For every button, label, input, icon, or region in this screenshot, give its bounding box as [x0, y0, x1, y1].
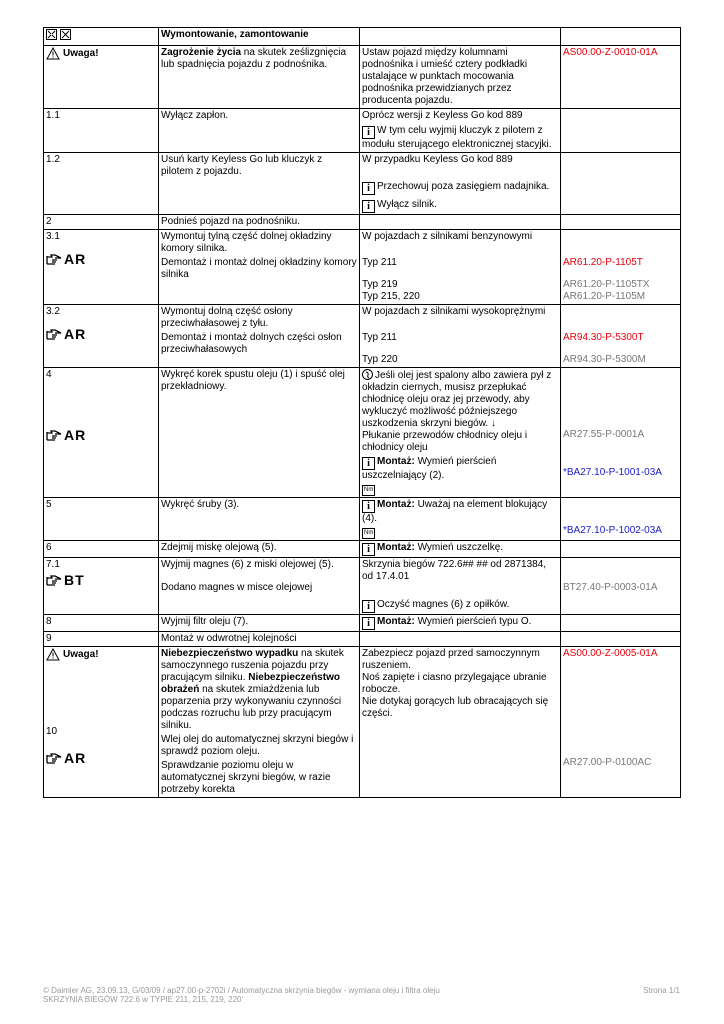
doc-link[interactable]: AR94.30-P-5300M [563, 354, 646, 365]
step-text: Wyjmij magnes (6) z miski olejowej (5). [161, 559, 334, 570]
footer-copyright: © Daimler AG, 23.09.13, G/03/09 / ap27.00-p-2702i / Automatyczna skrzynia biegów - wymiana oleju i filtra oleju [43, 986, 440, 995]
step-text: Zdejmij miskę olejową (5). [159, 541, 360, 558]
step-subtext: Demontaż i montaż dolnej okładziny komory silnika [161, 257, 357, 280]
step-number: 1.2 [44, 153, 159, 215]
warning-label: Uwaga! [46, 47, 99, 60]
type-label: Typ 220 [362, 354, 398, 365]
step-number: 8 [44, 615, 159, 632]
step-note: Płukanie przewodów chłodnicy oleju i chłodnicy oleju [362, 430, 528, 453]
step-note: Oczyść magnes (6) z opiłków. [377, 599, 510, 610]
step-note: Wyłącz silnik. [377, 199, 437, 210]
table-row [44, 541, 681, 558]
doc-link[interactable]: AR27.00-P-0100AC [563, 757, 652, 768]
pointing-hand-icon [46, 753, 62, 764]
info-icon: i [362, 500, 375, 513]
warning-label: Uwaga! [46, 648, 99, 661]
step-note: Jeśli olej jest spalony albo zawiera pył z okładzin ciernych, musisz przepłukać chłodnicę oleju oraz jej przewody, aby wykluczyć możliwość późniejszego uszkodzenia skrzyni biegów. ↓ [362, 370, 552, 429]
step-note: W przypadku Keyless Go kod 889 [362, 154, 513, 165]
table-row [44, 305, 681, 368]
ar-reference-marker: AR [46, 326, 86, 342]
collapse-icon[interactable] [60, 29, 71, 40]
table-row [44, 632, 681, 647]
step-text: Wykręć śruby (3). [159, 498, 360, 541]
doc-link[interactable]: BT27.40-P-0003-01A [563, 582, 658, 593]
info-icon: i [362, 182, 375, 195]
montaz-label: Montaż: [377, 542, 415, 553]
step-text: Wyłącz zapłon. [159, 109, 360, 153]
step-text: Wymontuj tylną część dolnej okładziny komory silnika. [161, 231, 332, 254]
doc-link[interactable]: AS00.00-Z-0005-01A [563, 648, 658, 659]
hazard-text-bold: Niebezpieczeństwo wypadku [161, 648, 299, 659]
info-icon: i [362, 457, 375, 470]
table-row [44, 368, 681, 498]
table-row [44, 230, 681, 305]
doc-link[interactable]: AS00.00-Z-0010-01A [561, 46, 681, 109]
footer-subtitle: SKRZYNIA BIEGÓW 722.6 w TYPIE 211, 215, 219, 220' [43, 995, 243, 1004]
table-row [44, 109, 681, 153]
table-header-row [44, 28, 681, 46]
doc-link[interactable]: AR27.55-P-0001A [563, 429, 645, 440]
info-icon: i [362, 200, 375, 213]
step-text: Podnieś pojazd na podnośniku. [159, 215, 360, 230]
page-number: Strona 1/1 [643, 986, 680, 995]
hazard-text: na skutek ześlizgnięcia lub spadnięcia pojazdu z podnośnika. [161, 47, 347, 70]
step-number: 3.1 [46, 231, 60, 242]
step-subtext: Sprawdzanie poziomu oleju w automatycznej skrzyni biegów, w razie potrzeby korekta [161, 760, 331, 795]
info-icon: i [362, 126, 375, 139]
step-number: 1.1 [44, 109, 159, 153]
environment-icon [362, 369, 373, 380]
torque-icon: Nm [362, 485, 375, 496]
ar-reference-marker: AR [46, 251, 86, 267]
step-note: Wymień pierścień typu O. [417, 616, 532, 627]
doc-link[interactable]: AR94.30-P-5300T [563, 332, 644, 343]
step-note: Wymień uszczelkę. [417, 542, 504, 553]
step-note: W tym celu wyjmij kluczyk z pilotem z modułu sterującego elektronicznej stacyjki. [362, 125, 552, 150]
step-condition: W pojazdach z silnikami benzynowymi [362, 231, 533, 242]
info-icon: i [362, 617, 375, 630]
section-title: Wymontowanie, zamontowanie [159, 28, 360, 46]
table-row [44, 215, 681, 230]
hazard-text-bold: Zagrożenie życia [161, 47, 242, 58]
pointing-hand-icon [46, 575, 62, 586]
expand-icon[interactable] [46, 29, 57, 40]
step-number: 4 [46, 369, 52, 380]
montaz-label: Montaż: [377, 616, 415, 627]
hazard-text: na skutek samoczynnego ruszenia pojazdu przy pracującym silniku. [161, 648, 344, 683]
pointing-hand-icon [46, 254, 62, 265]
info-icon: i [362, 543, 375, 556]
type-label: Typ 211 [362, 257, 397, 268]
step-subtext: Demontaż i montaż dolnych części osłon przeciwhałasowych [161, 332, 342, 355]
warning-triangle-icon [46, 648, 60, 661]
ar-reference-marker: AR [46, 750, 86, 766]
hazard-text-bold: Niebezpieczeństwo obrażeń [161, 672, 340, 695]
torque-icon: Nm [362, 528, 375, 539]
doc-link[interactable]: *BA27.10-P-1001-03A [563, 467, 662, 478]
step-number: 5 [44, 498, 159, 541]
hazard-text: na skutek zmiażdżenia lub poparzenia przy wykonywaniu czynności podczas rozruchu lub przy pracującym silniku. [161, 684, 342, 731]
step-text: Montaż w odwrotnej kolejności [159, 632, 360, 647]
step-note: Przechowuj poza zasięgiem nadajnika. [377, 181, 550, 192]
step-condition: W pojazdach z silnikami wysokoprężnymi [362, 306, 546, 317]
info-icon: i [362, 600, 375, 613]
table-row [44, 46, 681, 109]
step-text: Wyjmij filtr oleju (7). [159, 615, 360, 632]
montaz-label: Montaż: [377, 499, 415, 510]
bt-reference-marker: BT [46, 572, 85, 588]
table-row [44, 615, 681, 632]
table-row [44, 558, 681, 615]
type-label: Typ 211 [362, 332, 397, 343]
page-footer [43, 986, 680, 1004]
pointing-hand-icon [46, 430, 62, 441]
step-subtext: Dodano magnes w misce olejowej [161, 582, 313, 593]
step-note: Wymień pierścień uszczelniający (2). [362, 456, 497, 481]
procedure-table [43, 27, 681, 798]
montaz-label: Montaż: [377, 456, 415, 467]
step-text: Wykręć korek spustu oleju (1) i spuść olej przekładniowy. [159, 368, 360, 498]
warning-note: Ustaw pojazd między kolumnami podnośnika i umieść cztery podkładki ustalające w punktach mocowania podnośnika przewidzianych przez producenta pojazdu. [360, 46, 561, 109]
warning-note: Zabezpiecz pojazd przed samoczynnym ruszeniem. Noś zapięte i ciasno przylegające ubranie robocze. Nie dotykaj gorących lub obracających się części. [360, 647, 561, 798]
table-row [44, 498, 681, 541]
step-number: 10 [46, 726, 58, 737]
step-text: Wymontuj dolną część osłony przeciwhałasowej z tyłu. [161, 306, 293, 329]
doc-link[interactable]: AR61.20-P-1105T [563, 257, 643, 268]
step-number: 3.2 [46, 306, 60, 317]
warning-triangle-icon [46, 47, 60, 60]
ar-reference-marker: AR [46, 427, 86, 443]
doc-link[interactable]: AR61.20-P-1105M [563, 291, 646, 302]
pointing-hand-icon [46, 329, 62, 340]
step-note: Skrzynia biegów 722.6## ## od 2871384, od 17.4.01 [362, 559, 547, 582]
expand-collapse-icons[interactable] [44, 28, 159, 46]
step-note: Uważaj na element blokujący (4). [362, 499, 548, 524]
step-number: 6 [44, 541, 159, 558]
table-row [44, 647, 681, 798]
step-number: 7.1 [46, 559, 60, 570]
step-number: 2 [44, 215, 159, 230]
step-text: Usuń karty Keyless Go lub kluczyk z pilotem z pojazdu. [159, 153, 360, 215]
doc-link[interactable]: *BA27.10-P-1002-03A [563, 525, 662, 536]
type-label: Typ 219 [362, 279, 398, 290]
table-row [44, 153, 681, 215]
step-number: 9 [44, 632, 159, 647]
step-text: Wlej olej do automatycznej skrzyni biegów i sprawdź poziom oleju. [161, 734, 354, 757]
step-note: Oprócz wersji z Keyless Go kod 889 [362, 110, 523, 121]
type-label: Typ 215, 220 [362, 291, 420, 302]
doc-link[interactable]: AR61.20-P-1105TX [563, 279, 650, 290]
